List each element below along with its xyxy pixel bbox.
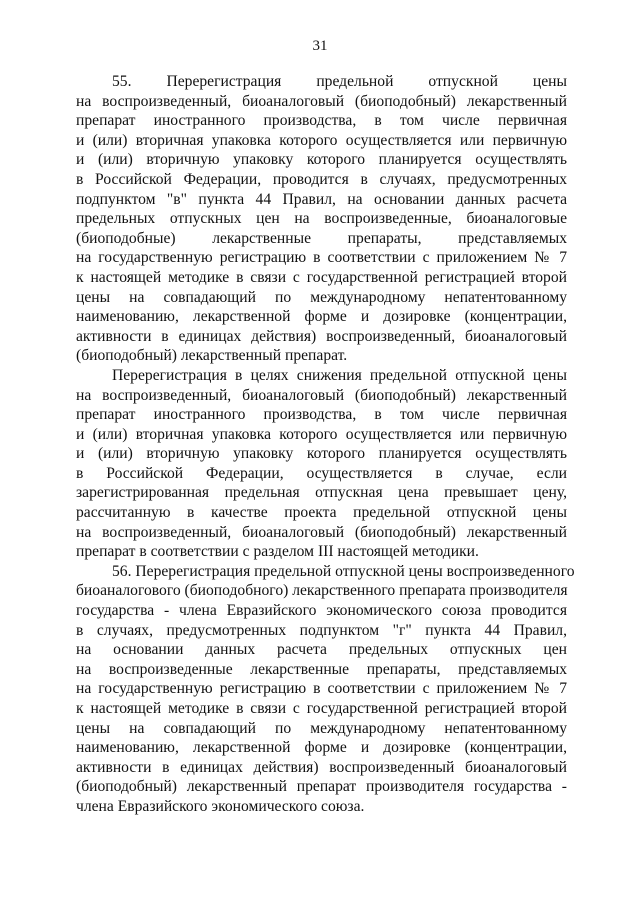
text-line: в Российской Федерации, осуществляется в случае, если xyxy=(76,464,567,482)
text-line: 56. Перерегистрация предельной отпускной цены воспроизведенного xyxy=(112,562,575,580)
text-line: биоаналогового (биоподобного) лекарственного препарата производителя xyxy=(76,582,568,600)
text-line: активности в единицах действия) воспроизведенный, биоаналоговый xyxy=(76,327,567,345)
text-line: цены на совпадающий по международному непатентованному xyxy=(76,719,567,737)
text-line: и (или) вторичная упаковка которого осуществляется или первичную xyxy=(76,131,567,149)
text-line: на государственную регистрацию в соответствии с приложением № 7 xyxy=(76,249,567,267)
text-line: члена Евразийского экономического союза. xyxy=(76,797,365,815)
text-line: на воспроизведенный, биоаналоговый (биоподобный) лекарственный xyxy=(76,386,567,404)
text-line: зарегистрированная предельная отпускная цена превышает цену, xyxy=(76,484,567,502)
text-line: активности в единицах действия) воспроизведенный биоаналоговый xyxy=(76,758,567,776)
text-line: предельных отпускных цен на воспроизведенные, биоаналоговые xyxy=(76,210,567,228)
text-line: цены на совпадающий по международному непатентованному xyxy=(76,288,567,306)
text-line: наименованию, лекарственной форме и дозировке (концентрации, xyxy=(76,308,567,326)
text-line: и (или) вторичную упаковку которого планируется осуществлять xyxy=(76,445,567,463)
text-line: препарат иностранного производства, в том числе первичная xyxy=(76,112,567,130)
text-line: (биоподобные) лекарственные препараты, представляемых xyxy=(76,229,567,247)
text-line: 55. Перерегистрация предельной отпускной цены xyxy=(112,73,567,90)
text-line: рассчитанную в качестве проекта предельной отпускной цены xyxy=(76,504,567,522)
paragraph-p56 xyxy=(76,562,575,817)
paragraph-p55b xyxy=(76,366,567,562)
paragraph-p55 xyxy=(76,72,567,366)
text-line: на государственную регистрацию в соответствии с приложением № 7 xyxy=(76,680,567,698)
text-line: и (или) вторичная упаковка которого осуществляется или первичную xyxy=(76,425,567,443)
text-line: наименованию, лекарственной форме и дозировке (концентрации, xyxy=(76,739,567,757)
page-number: 31 xyxy=(312,38,328,54)
text-line: и (или) вторичную упаковку которого планируется осуществлять xyxy=(76,151,567,169)
text-line: препарат в соответствии с разделом III настоящей методики. xyxy=(76,543,479,561)
text-line: (биоподобный) лекарственный препарат. xyxy=(76,347,348,365)
text-line: на основании данных расчета предельных отпускных цен xyxy=(76,641,567,659)
text-line: к настоящей методике в связи с государственной регистрацией второй xyxy=(76,268,567,286)
text-line: на воспроизведенный, биоаналоговый (биоподобный) лекарственный xyxy=(76,92,567,110)
text-line: препарат иностранного производства, в том числе первичная xyxy=(76,406,567,424)
text-line: в случаях, предусмотренных подпунктом "г" пункта 44 Правил, xyxy=(76,621,567,639)
text-line: государства - члена Евразийского экономического союза проводится xyxy=(76,602,567,620)
document-body xyxy=(76,72,575,817)
text-line: Перерегистрация в целях снижения предельной отпускной цены xyxy=(112,366,567,384)
text-line: к настоящей методике в связи с государственной регистрацией второй xyxy=(76,700,567,717)
text-line: на воспроизведенный, биоаналоговый (биоподобный) лекарственный xyxy=(76,523,567,541)
text-line: (биоподобный) лекарственный препарат производителя государства - xyxy=(76,778,567,796)
text-line: на воспроизведенные лекарственные препараты, представляемых xyxy=(76,660,567,678)
text-line: в Российской Федерации, проводится в случаях, предусмотренных xyxy=(76,170,567,188)
text-line: подпунктом "в" пункта 44 Правил, на основании данных расчета xyxy=(76,190,567,208)
